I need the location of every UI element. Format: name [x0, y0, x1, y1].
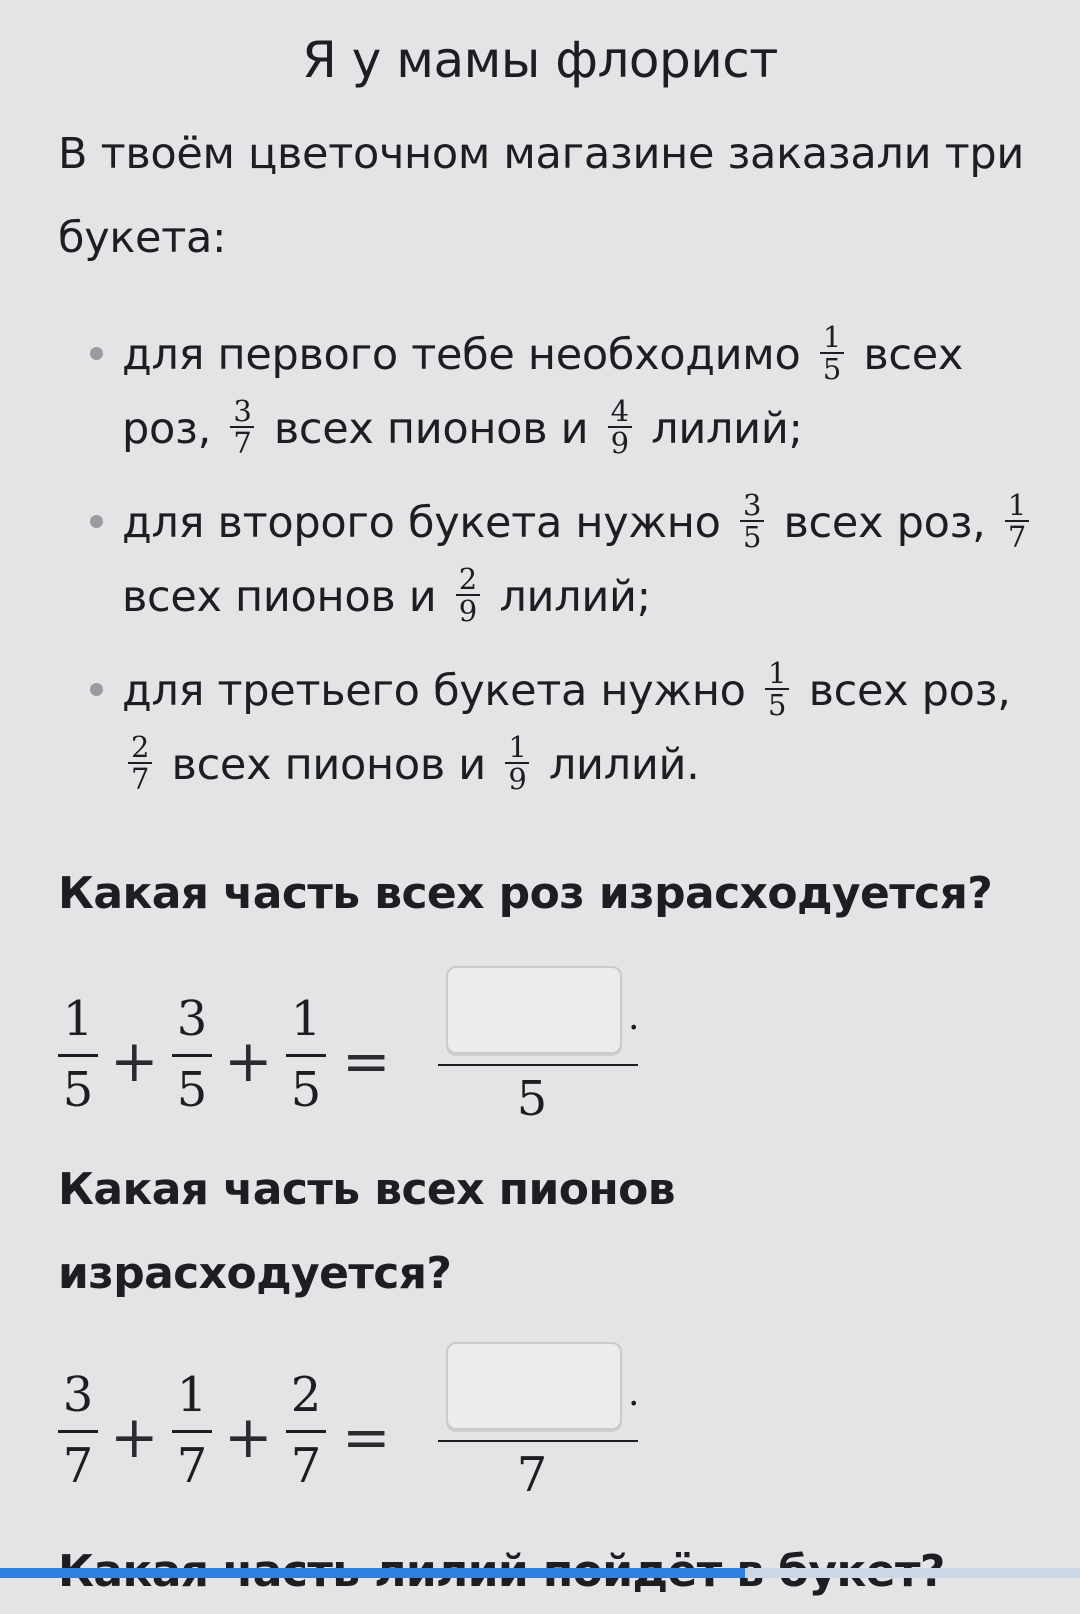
bouquet-item-3 — [0, 654, 1080, 802]
equation-peonies — [58, 1366, 698, 1526]
word-lilies: лилий; — [651, 404, 803, 454]
word-peonies: всех пионов и — [122, 572, 437, 622]
answer-denominator: 5 — [516, 1071, 548, 1127]
plus-sign: + — [224, 1027, 273, 1095]
bouquet-lead: для второго букета нужно — [122, 498, 721, 548]
bouquet-item-1 — [0, 318, 1080, 466]
equals-sign: = — [342, 1403, 391, 1471]
bullet-dot-icon — [90, 347, 103, 360]
peonies-fraction: $\frac{2}{7}$ — [128, 732, 152, 794]
answer-input-peonies[interactable] — [446, 1342, 622, 1430]
peonies-fraction: $\frac{1}{7}$ — [1005, 490, 1029, 552]
answer-denominator: 7 — [516, 1447, 548, 1503]
bouquet-list — [0, 318, 1080, 822]
bullet-dot-icon — [90, 515, 103, 528]
equals-sign: = — [342, 1027, 391, 1095]
term-fraction: 1 7 — [172, 1366, 212, 1495]
plus-sign: + — [224, 1403, 273, 1471]
word-peonies: всех пионов и — [273, 404, 589, 454]
term-fraction: 1 5 — [58, 990, 98, 1119]
answer-fraction-bar — [438, 1064, 638, 1066]
word-roses: роз, — [122, 404, 211, 454]
progress-bar-fill — [0, 1568, 745, 1578]
roses-fraction: $\frac{1}{5}$ — [820, 322, 844, 384]
answer-fraction-bar — [438, 1440, 638, 1442]
end-dot: . — [628, 997, 640, 1038]
roses-fraction: $\frac{1}{5}$ — [765, 658, 789, 720]
term-fraction: 1 5 — [286, 990, 326, 1119]
lilies-fraction: $\frac{1}{9}$ — [505, 732, 529, 794]
bouquet-item-2 — [0, 486, 1080, 634]
lilies-fraction: $\frac{4}{9}$ — [608, 396, 632, 458]
peonies-fraction: $\frac{3}{7}$ — [230, 396, 254, 458]
bullet-dot-icon — [90, 683, 103, 696]
term-fraction: 3 5 — [172, 990, 212, 1119]
word-all: всех — [783, 498, 884, 548]
plus-sign: + — [110, 1403, 159, 1471]
roses-fraction: $\frac{3}{5}$ — [740, 490, 764, 552]
task-title: Я у мамы флорист — [302, 31, 778, 89]
answer-input-roses[interactable] — [446, 966, 622, 1054]
question-roses: Какая часть всех роз израсходуется? — [58, 868, 993, 919]
word-roses: роз, — [921, 666, 1011, 716]
word-all: всех — [863, 330, 964, 380]
word-all: всех — [808, 666, 909, 716]
bouquet-lead: для третьего букета нужно — [122, 666, 746, 716]
word-lilies: лилий. — [548, 740, 700, 790]
lilies-fraction: $\frac{2}{9}$ — [456, 564, 480, 626]
word-roses: роз, — [896, 498, 986, 548]
question-peonies: Какая часть всех пионов израсходуется? — [58, 1164, 676, 1299]
term-fraction: 3 7 — [58, 1366, 98, 1495]
end-dot: . — [628, 1373, 640, 1414]
bouquet-lead: для первого тебе необходимо — [122, 330, 801, 380]
task-intro: В твоём цветочном магазине заказали три букета: — [58, 129, 1025, 263]
progress-bar — [0, 1568, 1080, 1578]
word-lilies: лилий; — [499, 572, 651, 622]
equation-roses — [58, 990, 698, 1150]
plus-sign: + — [110, 1027, 159, 1095]
word-peonies: всех пионов и — [171, 740, 486, 790]
term-fraction: 2 7 — [286, 1366, 326, 1495]
